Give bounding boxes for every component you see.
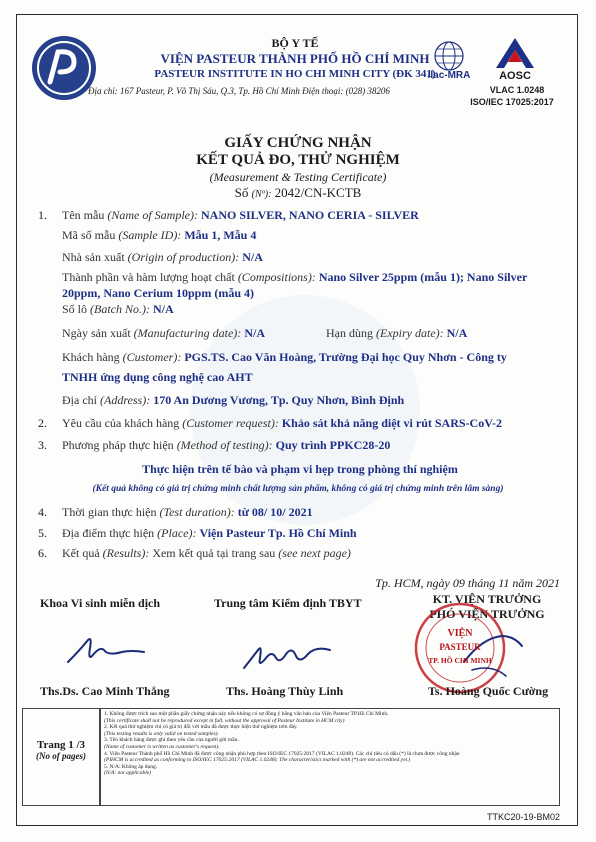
stamp-text-middle: PASTEUR <box>439 642 481 652</box>
middle-signer-name: Ths. Hoàng Thùy Linh <box>226 684 344 698</box>
sample-id-label: Mã số mẫu <box>62 228 116 242</box>
customer-request-row <box>62 416 502 431</box>
sample-id-value: Mẫu 1, Mẫu 4 <box>184 228 257 242</box>
expiry-date-row <box>326 326 467 341</box>
composition-label-en: (Compositions): <box>237 270 316 284</box>
middle-department: Trung tâm Kiểm định TBYT <box>214 596 362 610</box>
customer-label: Khách hàng <box>62 350 120 364</box>
origin-value: N/A <box>242 250 263 264</box>
manufacturing-date-row <box>62 326 265 341</box>
expiry-date-value: N/A <box>446 326 468 340</box>
result-value: Xem kết quả tại trang sau <box>152 546 276 560</box>
duration-row <box>62 505 313 520</box>
institute-address: Địa chỉ: 167 Pasteur, P. Võ Thị Sáu, Q.3, Tp. Hồ Chí Minh Điện thoại: (028) 38206 <box>88 86 390 96</box>
aosc-logo-icon <box>488 36 542 72</box>
sample-id-row <box>62 228 256 243</box>
iso-standard: ISO/IEC 17025:2017 <box>470 97 554 107</box>
customer-request-label: Yêu cầu của khách hàng <box>62 416 180 430</box>
ministry-name: BỘ Y TẾ <box>271 36 319 50</box>
customer-value-line2: TNHH ứng dụng công nghệ cao AHT <box>62 370 253 384</box>
item-3-number: 3. <box>38 438 47 452</box>
result-label: Kết quả <box>62 546 100 560</box>
issue-date: Tp. HCM, ngày 09 tháng 11 năm 2021 <box>375 576 560 590</box>
method-label: Phương pháp thực hiện <box>62 438 174 452</box>
institute-code: (ĐK 341) <box>392 68 436 80</box>
customer-row <box>62 350 507 365</box>
note-line: 3. Tên khách hàng được ghi theo yêu cầu của người gửi mẫu. <box>104 737 239 744</box>
item-6-number: 6. <box>38 546 47 560</box>
address-value: 170 An Dương Vương, Tp. Quy Nhơn, Bình Định <box>153 393 405 407</box>
form-code: TTKC20-19-BM02 <box>486 812 560 822</box>
page-count: Trang 1 /3 <box>36 739 86 751</box>
manufacturing-date-label: Ngày sản xuất <box>62 326 131 340</box>
result-value-en: (see next page) <box>278 546 351 560</box>
duration-value: từ 08/ 10/ 2021 <box>237 505 313 519</box>
method-label-en: (Method of testing): <box>176 438 273 452</box>
note-line: (This certificate shall not be reproduced except in full, without the approval of Pasteur Institute in HCM city) <box>104 717 345 724</box>
page-count-box <box>22 708 100 806</box>
batch-value: N/A <box>153 302 174 316</box>
expiry-date-label: Hạn dùng <box>326 326 373 340</box>
place-value: Viện Pasteur Tp. Hồ Chí Minh <box>199 526 357 540</box>
note-line: (Name of customer is written as customer's request). <box>104 743 220 750</box>
number-label: Số <box>234 185 249 200</box>
item-2-number: 2. <box>38 416 47 430</box>
origin-label-en: (Origin of production): <box>127 250 240 264</box>
result-label-en: (Results): <box>102 546 150 560</box>
stamp-text-bottom: TP. HỒ CHÍ MINH <box>428 656 492 665</box>
item-5-number: 5. <box>38 526 47 540</box>
batch-label: Số lô <box>62 302 88 316</box>
note-line: (N/A: not applicable) <box>104 770 152 777</box>
certificate-title-en: (Measurement & Testing Certificate) <box>209 170 387 184</box>
stamp-text-top: VIỆN <box>447 628 473 639</box>
number-note: (Nº): <box>251 189 272 200</box>
composition-label: Thành phần và hàm lượng hoạt chất <box>62 270 235 284</box>
sample-name-label-en: (Name of Sample): <box>107 208 198 222</box>
right-department-1: KT. VIỆN TRƯỞNG <box>432 592 542 606</box>
middle-signature-icon <box>238 628 338 678</box>
result-row <box>62 546 351 561</box>
batch-label-en: (Batch No.): <box>90 302 150 316</box>
customer-label-en: (Customer): <box>122 350 182 364</box>
expiry-date-label-en: (Expiry date): <box>376 326 444 340</box>
right-department-2: PHÓ VIỆN TRƯỞNG <box>429 607 545 621</box>
composition-row <box>62 270 527 285</box>
customer-row-2 <box>62 370 253 385</box>
certificate-subtitle: KẾT QUẢ ĐO, THỬ NGHIỆM <box>196 152 400 168</box>
note-line: 1. Không được trích sao một phần giấy chứng nhận này nếu không có sự đồng ý bằng văn bản của Viện Pasteur TP.Hồ Chí Minh. <box>104 711 389 717</box>
place-row <box>62 526 357 541</box>
manufacturing-date-value: N/A <box>244 326 265 340</box>
institute-name-en-text: PASTEUR INSTITUTE IN HO CHI MINH CITY <box>154 68 390 80</box>
left-signature-icon <box>62 622 152 672</box>
item-4-number: 4. <box>38 505 47 519</box>
method-row <box>62 438 390 453</box>
origin-label: Nhà sản xuất <box>62 250 125 264</box>
result-disclaimer: (Kết quả không có giá trị chứng minh chất lượng sản phẩm, không có giá trị chứng minh trên lâm sàng) <box>92 484 504 494</box>
footer-notes <box>100 708 560 806</box>
certificate-title: GIẤY CHỨNG NHẬN <box>224 135 372 151</box>
sample-name-row <box>62 208 419 223</box>
note-line: 2. Kết quả thử nghiệm chỉ có giá trị đối với mẫu đã được thực hiện thử nghiệm trên đây. <box>104 724 298 731</box>
address-label: Địa chỉ <box>62 393 97 407</box>
customer-request-value: Khảo sát khả năng diệt vi rút SARS-CoV-2 <box>281 416 502 430</box>
institute-name-vn: VIỆN PASTEUR THÀNH PHỐ HỒ CHÍ MINH <box>160 51 430 66</box>
note-line: 5. N/A: Không áp dụng. <box>104 763 158 770</box>
aosc-badge <box>488 36 542 72</box>
note-line: (PIHCM is accredited as conforming to ISO/IEC 17025:2017 (VILAC 1.0248). The characteristics marked with (*) are not accredited yet.) <box>104 757 411 764</box>
customer-value-line1: PGS.TS. Cao Văn Hoàng, Trường Đại học Quy Nhơn - Công ty <box>184 350 507 364</box>
batch-row <box>62 302 174 317</box>
certificate-number <box>100 185 496 201</box>
left-signer-name: Ths.Ds. Cao Minh Thắng <box>40 684 170 698</box>
item-1-number: 1. <box>38 208 47 222</box>
ilac-label: ilac-MRA <box>427 70 471 81</box>
number-value: 2042/CN-KCTB <box>274 185 362 200</box>
place-label: Địa điểm thực hiện <box>62 526 155 540</box>
composition-value-line2: 20ppm, Nano Cerium 10ppm (mẫu 4) <box>62 286 255 300</box>
address-row <box>62 393 404 408</box>
aosc-label: AOSC <box>499 70 531 82</box>
origin-row <box>62 250 263 265</box>
page-count-en: (No of pages) <box>36 751 86 761</box>
note-line: (This testing results is only valid on tested samples). <box>104 730 219 737</box>
method-value: Quy trình PPKC28-20 <box>275 438 391 452</box>
duration-label: Thời gian thực hiện <box>62 505 157 519</box>
vlac-code: VLAC 1.0248 <box>489 85 545 95</box>
place-label-en: (Place): <box>157 526 197 540</box>
note-line: 4. Viện Pasteur Thành phố Hồ Chí Minh đã được công nhận phù hợp theo ISO/IEC 17025:2017 (VILAC 1.0248). Các chỉ tiêu có dấu (*) là chưa được công nhận <box>104 750 460 757</box>
composition-row-2 <box>62 286 254 301</box>
sample-name-label: Tên mẫu <box>62 208 105 222</box>
method-description: Thực hiện trên tế bào và phạm vi hẹp trong phòng thí nghiệm <box>142 462 458 476</box>
sample-name-value: NANO SILVER, NANO CERIA - SILVER <box>200 208 419 222</box>
manufacturing-date-label-en: (Manufacturing date): <box>133 326 242 340</box>
left-department: Khoa Vi sinh miễn dịch <box>40 596 161 610</box>
right-signer-name: Ts. Hoàng Quốc Cường <box>428 684 549 698</box>
sample-id-label-en: (Sample ID): <box>118 228 182 242</box>
address-label-en: (Address): <box>100 393 151 407</box>
duration-label-en: (Test duration): <box>159 505 235 519</box>
composition-value-line1: Nano Silver 25ppm (mẫu 1); Nano Silver <box>318 270 528 284</box>
customer-request-label-en: (Customer request): <box>182 416 279 430</box>
